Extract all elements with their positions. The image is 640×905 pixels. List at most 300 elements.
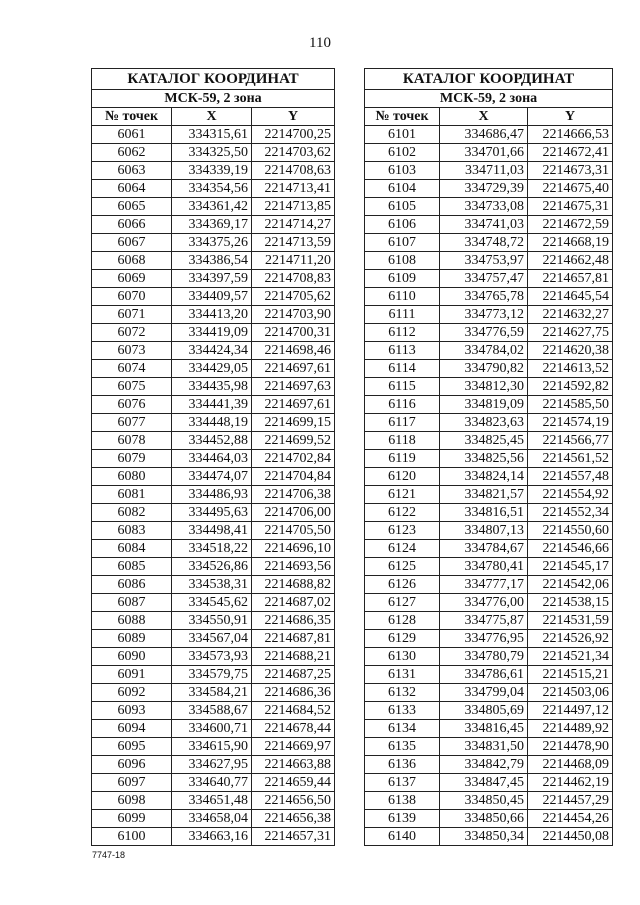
- table-row: [365, 720, 613, 738]
- column-header-point-number: № точек: [92, 108, 172, 126]
- table-row: [365, 702, 613, 720]
- table-row: [92, 432, 335, 450]
- x-coordinate-cell: 334627,95: [172, 756, 252, 774]
- table-row: [92, 810, 335, 828]
- point-number-cell: 6105: [365, 198, 440, 216]
- x-coordinate-cell: 334790,82: [440, 360, 528, 378]
- table-row: [365, 252, 613, 270]
- point-number-cell: 6117: [365, 414, 440, 432]
- table-row: [365, 360, 613, 378]
- point-number-cell: 6116: [365, 396, 440, 414]
- y-coordinate-cell: 2214526,92: [528, 630, 613, 648]
- table-row: [365, 648, 613, 666]
- x-coordinate-cell: 334538,31: [172, 576, 252, 594]
- x-coordinate-cell: 334773,12: [440, 306, 528, 324]
- x-coordinate-cell: 334435,98: [172, 378, 252, 396]
- table-row: [92, 342, 335, 360]
- y-coordinate-cell: 2214708,63: [252, 162, 335, 180]
- x-coordinate-cell: 334464,03: [172, 450, 252, 468]
- table-row: [365, 504, 613, 522]
- y-coordinate-cell: 2214659,44: [252, 774, 335, 792]
- x-coordinate-cell: 334784,67: [440, 540, 528, 558]
- y-coordinate-cell: 2214613,52: [528, 360, 613, 378]
- y-coordinate-cell: 2214704,84: [252, 468, 335, 486]
- table-row: [365, 630, 613, 648]
- point-number-cell: 6114: [365, 360, 440, 378]
- point-number-cell: 6065: [92, 198, 172, 216]
- document-code: 7747-18: [92, 850, 126, 860]
- x-coordinate-cell: 334850,45: [440, 792, 528, 810]
- table-row: [365, 144, 613, 162]
- point-number-cell: 6067: [92, 234, 172, 252]
- y-coordinate-cell: 2214662,48: [528, 252, 613, 270]
- y-coordinate-cell: 2214678,44: [252, 720, 335, 738]
- y-coordinate-cell: 2214702,84: [252, 450, 335, 468]
- point-number-cell: 6076: [92, 396, 172, 414]
- point-number-cell: 6063: [92, 162, 172, 180]
- x-coordinate-cell: 334729,39: [440, 180, 528, 198]
- x-coordinate-cell: 334799,04: [440, 684, 528, 702]
- table-row: [365, 450, 613, 468]
- table-row: [365, 486, 613, 504]
- point-number-cell: 6131: [365, 666, 440, 684]
- table-row: [92, 828, 335, 846]
- table-subtitle: МСК-59, 2 зона: [365, 90, 613, 108]
- y-coordinate-cell: 2214705,62: [252, 288, 335, 306]
- point-number-cell: 6110: [365, 288, 440, 306]
- x-coordinate-cell: 334474,07: [172, 468, 252, 486]
- y-coordinate-cell: 2214698,46: [252, 342, 335, 360]
- point-number-cell: 6106: [365, 216, 440, 234]
- y-coordinate-cell: 2214454,26: [528, 810, 613, 828]
- x-coordinate-cell: 334486,93: [172, 486, 252, 504]
- x-coordinate-cell: 334339,19: [172, 162, 252, 180]
- x-coordinate-cell: 334419,09: [172, 324, 252, 342]
- y-coordinate-cell: 2214711,20: [252, 252, 335, 270]
- column-header-y: Y: [252, 108, 335, 126]
- table-row: [365, 378, 613, 396]
- y-coordinate-cell: 2214478,90: [528, 738, 613, 756]
- y-coordinate-cell: 2214669,97: [252, 738, 335, 756]
- table-row: [92, 198, 335, 216]
- y-coordinate-cell: 2214686,35: [252, 612, 335, 630]
- point-number-cell: 6094: [92, 720, 172, 738]
- point-number-cell: 6083: [92, 522, 172, 540]
- x-coordinate-cell: 334819,09: [440, 396, 528, 414]
- y-coordinate-cell: 2214657,31: [252, 828, 335, 846]
- x-coordinate-cell: 334658,04: [172, 810, 252, 828]
- x-coordinate-cell: 334850,66: [440, 810, 528, 828]
- point-number-cell: 6061: [92, 126, 172, 144]
- y-coordinate-cell: 2214550,60: [528, 522, 613, 540]
- table-row: [92, 378, 335, 396]
- y-coordinate-cell: 2214703,62: [252, 144, 335, 162]
- x-coordinate-cell: 334452,88: [172, 432, 252, 450]
- point-number-cell: 6070: [92, 288, 172, 306]
- x-coordinate-cell: 334825,45: [440, 432, 528, 450]
- point-number-cell: 6092: [92, 684, 172, 702]
- x-coordinate-cell: 334775,87: [440, 612, 528, 630]
- table-row: [92, 414, 335, 432]
- x-coordinate-cell: 334686,47: [440, 126, 528, 144]
- x-coordinate-cell: 334315,61: [172, 126, 252, 144]
- table-row: [92, 612, 335, 630]
- y-coordinate-cell: 2214672,41: [528, 144, 613, 162]
- x-coordinate-cell: 334361,42: [172, 198, 252, 216]
- point-number-cell: 6101: [365, 126, 440, 144]
- y-coordinate-cell: 2214521,34: [528, 648, 613, 666]
- point-number-cell: 6125: [365, 558, 440, 576]
- point-number-cell: 6136: [365, 756, 440, 774]
- x-coordinate-cell: 334495,63: [172, 504, 252, 522]
- point-number-cell: 6087: [92, 594, 172, 612]
- x-coordinate-cell: 334805,69: [440, 702, 528, 720]
- y-coordinate-cell: 2214557,48: [528, 468, 613, 486]
- table-row: [92, 270, 335, 288]
- point-number-cell: 6126: [365, 576, 440, 594]
- point-number-cell: 6127: [365, 594, 440, 612]
- point-number-cell: 6118: [365, 432, 440, 450]
- y-coordinate-cell: 2214714,27: [252, 216, 335, 234]
- x-coordinate-cell: 334526,86: [172, 558, 252, 576]
- table-subtitle: МСК-59, 2 зона: [92, 90, 335, 108]
- point-number-cell: 6093: [92, 702, 172, 720]
- y-coordinate-cell: 2214546,66: [528, 540, 613, 558]
- point-number-cell: 6123: [365, 522, 440, 540]
- x-coordinate-cell: 334354,56: [172, 180, 252, 198]
- point-number-cell: 6074: [92, 360, 172, 378]
- y-coordinate-cell: 2214700,31: [252, 324, 335, 342]
- table-row: [92, 360, 335, 378]
- x-coordinate-cell: 334651,48: [172, 792, 252, 810]
- point-number-cell: 6121: [365, 486, 440, 504]
- table-row: [365, 342, 613, 360]
- y-coordinate-cell: 2214675,40: [528, 180, 613, 198]
- point-number-cell: 6113: [365, 342, 440, 360]
- table-row: [92, 486, 335, 504]
- table-row: [92, 234, 335, 252]
- point-number-cell: 6124: [365, 540, 440, 558]
- x-coordinate-cell: 334780,79: [440, 648, 528, 666]
- point-number-cell: 6140: [365, 828, 440, 846]
- table-row: [92, 576, 335, 594]
- x-coordinate-cell: 334397,59: [172, 270, 252, 288]
- y-coordinate-cell: 2214574,19: [528, 414, 613, 432]
- table-row: [365, 828, 613, 846]
- y-coordinate-cell: 2214697,61: [252, 396, 335, 414]
- point-number-cell: 6133: [365, 702, 440, 720]
- x-coordinate-cell: 334325,50: [172, 144, 252, 162]
- y-coordinate-cell: 2214585,50: [528, 396, 613, 414]
- table-row: [365, 792, 613, 810]
- y-coordinate-cell: 2214462,19: [528, 774, 613, 792]
- y-coordinate-cell: 2214552,34: [528, 504, 613, 522]
- point-number-cell: 6119: [365, 450, 440, 468]
- y-coordinate-cell: 2214705,50: [252, 522, 335, 540]
- table-row: [365, 432, 613, 450]
- y-coordinate-cell: 2214699,15: [252, 414, 335, 432]
- table-row: [92, 684, 335, 702]
- x-coordinate-cell: 334663,16: [172, 828, 252, 846]
- x-coordinate-cell: 334441,39: [172, 396, 252, 414]
- point-number-cell: 6109: [365, 270, 440, 288]
- table-row: [365, 180, 613, 198]
- x-coordinate-cell: 334498,41: [172, 522, 252, 540]
- table-row: [365, 162, 613, 180]
- table-row: [92, 252, 335, 270]
- table-row: [365, 558, 613, 576]
- point-number-cell: 6072: [92, 324, 172, 342]
- point-number-cell: 6100: [92, 828, 172, 846]
- table-row: [92, 162, 335, 180]
- point-number-cell: 6085: [92, 558, 172, 576]
- y-coordinate-cell: 2214673,31: [528, 162, 613, 180]
- table-row: [365, 468, 613, 486]
- x-coordinate-cell: 334369,17: [172, 216, 252, 234]
- table-row: [92, 720, 335, 738]
- x-coordinate-cell: 334824,14: [440, 468, 528, 486]
- y-coordinate-cell: 2214684,52: [252, 702, 335, 720]
- table-row: [92, 324, 335, 342]
- y-coordinate-cell: 2214688,21: [252, 648, 335, 666]
- x-coordinate-cell: 334579,75: [172, 666, 252, 684]
- point-number-cell: 6091: [92, 666, 172, 684]
- table-row: [92, 594, 335, 612]
- table-row: [92, 216, 335, 234]
- table-row: [365, 666, 613, 684]
- point-number-cell: 6090: [92, 648, 172, 666]
- x-coordinate-cell: 334825,56: [440, 450, 528, 468]
- y-coordinate-cell: 2214686,36: [252, 684, 335, 702]
- y-coordinate-cell: 2214668,19: [528, 234, 613, 252]
- point-number-cell: 6069: [92, 270, 172, 288]
- table-row: [92, 144, 335, 162]
- table-row: [92, 666, 335, 684]
- x-coordinate-cell: 334424,34: [172, 342, 252, 360]
- x-coordinate-cell: 334748,72: [440, 234, 528, 252]
- point-number-cell: 6097: [92, 774, 172, 792]
- y-coordinate-cell: 2214645,54: [528, 288, 613, 306]
- point-number-cell: 6075: [92, 378, 172, 396]
- y-coordinate-cell: 2214538,15: [528, 594, 613, 612]
- coordinate-catalog-table-left: [91, 68, 335, 846]
- y-coordinate-cell: 2214468,09: [528, 756, 613, 774]
- y-coordinate-cell: 2214699,52: [252, 432, 335, 450]
- y-coordinate-cell: 2214457,29: [528, 792, 613, 810]
- point-number-cell: 6139: [365, 810, 440, 828]
- y-coordinate-cell: 2214656,50: [252, 792, 335, 810]
- table-row: [365, 522, 613, 540]
- point-number-cell: 6084: [92, 540, 172, 558]
- table-row: [92, 468, 335, 486]
- x-coordinate-cell: 334776,95: [440, 630, 528, 648]
- table-row: [365, 576, 613, 594]
- y-coordinate-cell: 2214627,75: [528, 324, 613, 342]
- column-header-x: X: [440, 108, 528, 126]
- page-number: 110: [309, 35, 331, 51]
- y-coordinate-cell: 2214693,56: [252, 558, 335, 576]
- table-row: [92, 630, 335, 648]
- x-coordinate-cell: 334550,91: [172, 612, 252, 630]
- y-coordinate-cell: 2214697,63: [252, 378, 335, 396]
- x-coordinate-cell: 334777,17: [440, 576, 528, 594]
- table-row: [92, 756, 335, 774]
- point-number-cell: 6112: [365, 324, 440, 342]
- table-row: [365, 414, 613, 432]
- table-row: [365, 234, 613, 252]
- table-row: [92, 774, 335, 792]
- x-coordinate-cell: 334776,00: [440, 594, 528, 612]
- table-row: [92, 792, 335, 810]
- point-number-cell: 6079: [92, 450, 172, 468]
- table-row: [365, 324, 613, 342]
- x-coordinate-cell: 334823,63: [440, 414, 528, 432]
- point-number-cell: 6129: [365, 630, 440, 648]
- table-title: КАТАЛОГ КООРДИНАТ: [92, 69, 335, 90]
- point-number-cell: 6073: [92, 342, 172, 360]
- table-row: [92, 180, 335, 198]
- x-coordinate-cell: 334573,93: [172, 648, 252, 666]
- x-coordinate-cell: 334588,67: [172, 702, 252, 720]
- x-coordinate-cell: 334600,71: [172, 720, 252, 738]
- x-coordinate-cell: 334831,50: [440, 738, 528, 756]
- x-coordinate-cell: 334375,26: [172, 234, 252, 252]
- table-row: [365, 756, 613, 774]
- y-coordinate-cell: 2214688,82: [252, 576, 335, 594]
- table-row: [92, 306, 335, 324]
- table-row: [365, 288, 613, 306]
- x-coordinate-cell: 334640,77: [172, 774, 252, 792]
- point-number-cell: 6128: [365, 612, 440, 630]
- x-coordinate-cell: 334780,41: [440, 558, 528, 576]
- point-number-cell: 6102: [365, 144, 440, 162]
- x-coordinate-cell: 334784,02: [440, 342, 528, 360]
- x-coordinate-cell: 334701,66: [440, 144, 528, 162]
- point-number-cell: 6068: [92, 252, 172, 270]
- y-coordinate-cell: 2214687,25: [252, 666, 335, 684]
- point-number-cell: 6089: [92, 630, 172, 648]
- y-coordinate-cell: 2214592,82: [528, 378, 613, 396]
- point-number-cell: 6096: [92, 756, 172, 774]
- y-coordinate-cell: 2214706,38: [252, 486, 335, 504]
- y-coordinate-cell: 2214497,12: [528, 702, 613, 720]
- y-coordinate-cell: 2214566,77: [528, 432, 613, 450]
- x-coordinate-cell: 334776,59: [440, 324, 528, 342]
- y-coordinate-cell: 2214696,10: [252, 540, 335, 558]
- x-coordinate-cell: 334413,20: [172, 306, 252, 324]
- table-row: [365, 396, 613, 414]
- point-number-cell: 6099: [92, 810, 172, 828]
- point-number-cell: 6103: [365, 162, 440, 180]
- x-coordinate-cell: 334816,51: [440, 504, 528, 522]
- table-row: [92, 522, 335, 540]
- column-header-x: X: [172, 108, 252, 126]
- y-coordinate-cell: 2214666,53: [528, 126, 613, 144]
- point-number-cell: 6138: [365, 792, 440, 810]
- point-number-cell: 6098: [92, 792, 172, 810]
- x-coordinate-cell: 334386,54: [172, 252, 252, 270]
- table-row: [92, 288, 335, 306]
- point-number-cell: 6122: [365, 504, 440, 522]
- x-coordinate-cell: 334850,34: [440, 828, 528, 846]
- x-coordinate-cell: 334429,05: [172, 360, 252, 378]
- y-coordinate-cell: 2214703,90: [252, 306, 335, 324]
- y-coordinate-cell: 2214706,00: [252, 504, 335, 522]
- point-number-cell: 6111: [365, 306, 440, 324]
- point-number-cell: 6108: [365, 252, 440, 270]
- table-row: [365, 540, 613, 558]
- point-number-cell: 6104: [365, 180, 440, 198]
- x-coordinate-cell: 334816,45: [440, 720, 528, 738]
- x-coordinate-cell: 334757,47: [440, 270, 528, 288]
- table-row: [92, 450, 335, 468]
- table-row: [365, 216, 613, 234]
- y-coordinate-cell: 2214687,81: [252, 630, 335, 648]
- y-coordinate-cell: 2214713,59: [252, 234, 335, 252]
- point-number-cell: 6088: [92, 612, 172, 630]
- y-coordinate-cell: 2214620,38: [528, 342, 613, 360]
- y-coordinate-cell: 2214708,83: [252, 270, 335, 288]
- y-coordinate-cell: 2214657,81: [528, 270, 613, 288]
- point-number-cell: 6130: [365, 648, 440, 666]
- point-number-cell: 6078: [92, 432, 172, 450]
- table-row: [365, 738, 613, 756]
- x-coordinate-cell: 334733,08: [440, 198, 528, 216]
- point-number-cell: 6095: [92, 738, 172, 756]
- column-header-y: Y: [528, 108, 613, 126]
- x-coordinate-cell: 334847,45: [440, 774, 528, 792]
- table-row: [92, 558, 335, 576]
- y-coordinate-cell: 2214656,38: [252, 810, 335, 828]
- point-number-cell: 6064: [92, 180, 172, 198]
- y-coordinate-cell: 2214700,25: [252, 126, 335, 144]
- x-coordinate-cell: 334765,78: [440, 288, 528, 306]
- y-coordinate-cell: 2214503,06: [528, 684, 613, 702]
- table-row: [365, 684, 613, 702]
- y-coordinate-cell: 2214697,61: [252, 360, 335, 378]
- table-row: [92, 648, 335, 666]
- table-row: [365, 126, 613, 144]
- point-number-cell: 6107: [365, 234, 440, 252]
- y-coordinate-cell: 2214489,92: [528, 720, 613, 738]
- x-coordinate-cell: 334567,04: [172, 630, 252, 648]
- x-coordinate-cell: 334584,21: [172, 684, 252, 702]
- table-row: [92, 738, 335, 756]
- y-coordinate-cell: 2214561,52: [528, 450, 613, 468]
- y-coordinate-cell: 2214675,31: [528, 198, 613, 216]
- point-number-cell: 6132: [365, 684, 440, 702]
- y-coordinate-cell: 2214663,88: [252, 756, 335, 774]
- point-number-cell: 6080: [92, 468, 172, 486]
- point-number-cell: 6137: [365, 774, 440, 792]
- point-number-cell: 6066: [92, 216, 172, 234]
- x-coordinate-cell: 334812,30: [440, 378, 528, 396]
- x-coordinate-cell: 334615,90: [172, 738, 252, 756]
- point-number-cell: 6077: [92, 414, 172, 432]
- y-coordinate-cell: 2214531,59: [528, 612, 613, 630]
- y-coordinate-cell: 2214632,27: [528, 306, 613, 324]
- point-number-cell: 6081: [92, 486, 172, 504]
- table-row: [365, 810, 613, 828]
- point-number-cell: 6115: [365, 378, 440, 396]
- point-number-cell: 6120: [365, 468, 440, 486]
- point-number-cell: 6134: [365, 720, 440, 738]
- x-coordinate-cell: 334545,62: [172, 594, 252, 612]
- x-coordinate-cell: 334842,79: [440, 756, 528, 774]
- x-coordinate-cell: 334711,03: [440, 162, 528, 180]
- y-coordinate-cell: 2214515,21: [528, 666, 613, 684]
- point-number-cell: 6135: [365, 738, 440, 756]
